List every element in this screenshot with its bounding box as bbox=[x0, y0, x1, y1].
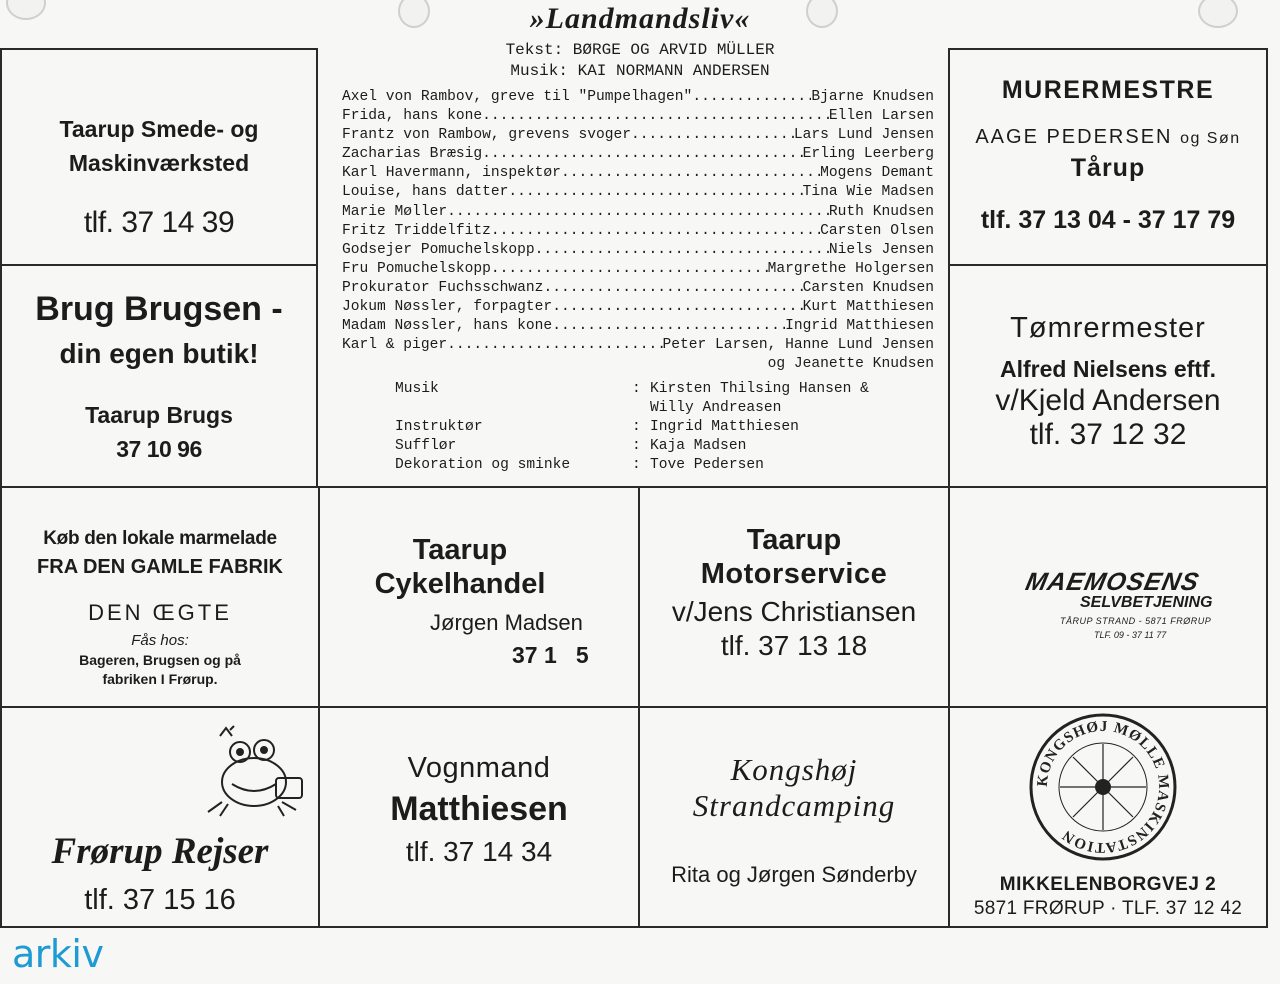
crew-value: Willy Andreasen bbox=[650, 400, 782, 417]
murer-phone: tlf. 37 13 04 - 37 17 79 bbox=[980, 206, 1236, 234]
maemosens-address: TÅRUP STRAND - 5871 FRØRUP bbox=[1060, 616, 1212, 626]
marmelade-line2: FRA DEN GAMLE FABRIK bbox=[37, 556, 283, 578]
ad-vognmand bbox=[318, 706, 640, 928]
marmelade-shops1: Bageren, Brugsen og på bbox=[79, 652, 241, 668]
cast-leader-dots bbox=[692, 88, 811, 107]
punch-hole-left bbox=[6, 0, 46, 20]
crew-label bbox=[395, 399, 632, 418]
vognmand-line2: Matthiesen bbox=[390, 790, 568, 828]
smede-phone: tlf. 37 14 39 bbox=[83, 206, 235, 239]
cykel-owner: Jørgen Madsen bbox=[430, 610, 583, 635]
motor-line1: Taarup bbox=[746, 524, 842, 556]
crew-list bbox=[395, 380, 935, 475]
motor-line2: Motorservice bbox=[700, 558, 888, 590]
marmelade-sold-at: Fås hos: bbox=[131, 632, 189, 649]
vognmand-line1: Vognmand bbox=[407, 752, 551, 784]
crew-colon: : bbox=[632, 381, 641, 397]
vognmand-phone: tlf. 37 14 34 bbox=[405, 836, 553, 867]
cast-leader-dots bbox=[552, 317, 785, 336]
ad-cykel bbox=[318, 486, 640, 708]
cast-role: Fru Pomuchelskopp bbox=[342, 260, 491, 277]
murer-line1: MURERMESTRE bbox=[1001, 76, 1215, 104]
cast-role: Axel von Rambov, greve til "Pumpelhagen" bbox=[342, 89, 693, 105]
cast-row bbox=[342, 145, 934, 164]
credits bbox=[440, 40, 840, 82]
music-credit: Musik: KAI NORMANN ANDERSEN bbox=[510, 62, 770, 80]
text-credit: Tekst: BØRGE OG ARVID MÜLLER bbox=[505, 41, 775, 59]
cast-row bbox=[342, 279, 934, 298]
cast-actor: Niels Jensen bbox=[828, 241, 934, 258]
cast-row bbox=[342, 107, 934, 126]
camping-line2: Strandcamping bbox=[692, 788, 896, 823]
crew-label: Sufflør bbox=[395, 438, 457, 455]
rejser-name: Frørup Rejser bbox=[51, 831, 269, 872]
cast-leader-dots bbox=[552, 298, 802, 317]
cast-role: Louise, hans datter bbox=[342, 184, 509, 201]
crew-value: Tove Pedersen bbox=[650, 457, 764, 474]
cast-role: Frida, hans kone bbox=[342, 108, 483, 125]
crew-colon: : bbox=[632, 419, 641, 436]
cast-continuation: og Jeanette Knudsen bbox=[767, 356, 934, 373]
crew-row bbox=[395, 399, 935, 418]
ad-motor bbox=[638, 486, 950, 708]
cast-actor: Peter Larsen, Hanne Lund Jensen bbox=[662, 337, 934, 354]
crew-value: Kirsten Thilsing Hansen & bbox=[650, 381, 869, 397]
cast-row bbox=[342, 183, 934, 202]
crew-row bbox=[395, 380, 935, 399]
ad-maemosens bbox=[948, 486, 1268, 708]
cast-role: Karl & piger bbox=[342, 337, 448, 354]
motor-owner: v/Jens Christiansen bbox=[671, 596, 917, 627]
punch-hole-right bbox=[1198, 0, 1238, 28]
crew-colon: : bbox=[632, 438, 641, 455]
cast-row bbox=[342, 260, 934, 279]
crew-label: Dekoration og sminke bbox=[395, 457, 571, 474]
cast-row bbox=[342, 241, 934, 260]
cast-role: Prokurator Fuchsschwanz bbox=[342, 279, 544, 296]
cast-role: Karl Havermann, inspektør bbox=[342, 165, 561, 182]
cast-leader-dots bbox=[631, 126, 794, 145]
cast-row bbox=[342, 336, 934, 355]
tomrer-line3: v/Kjeld Andersen bbox=[995, 384, 1221, 417]
cast-role: Fritz Triddelfitz bbox=[342, 222, 491, 239]
murer-line2 bbox=[950, 126, 1266, 149]
cast-actor: Tina Wie Madsen bbox=[802, 184, 934, 201]
crew-value: Kaja Madsen bbox=[650, 438, 747, 455]
cast-actor: Bjarne Knudsen bbox=[811, 89, 934, 105]
cast-leader-dots bbox=[482, 145, 803, 164]
arkiv-watermark: arkiv bbox=[12, 932, 104, 976]
brugsen-line2: din egen butik! bbox=[59, 338, 259, 369]
maemosens-logo: MAEMOSENS bbox=[1023, 568, 1202, 596]
brugsen-line1: Brug Brugsen - bbox=[35, 290, 283, 328]
smede-line2: Maskinværksted bbox=[68, 150, 250, 176]
crew-colon bbox=[632, 399, 650, 418]
cast-actor: Margrethe Holgersen bbox=[767, 260, 934, 277]
cast-leader-dots bbox=[447, 203, 829, 222]
murer-town: Tårup bbox=[1070, 154, 1146, 182]
frog-illustration bbox=[202, 724, 312, 818]
cast-role: Godsejer Pomuchelskopp bbox=[342, 241, 535, 258]
cast-actor: Ruth Knudsen bbox=[828, 203, 934, 220]
cykel-line2: Cykelhandel bbox=[374, 568, 546, 600]
marmelade-line1: Køb den lokale marmelade bbox=[43, 528, 277, 549]
cast-actor: Kurt Matthiesen bbox=[802, 299, 934, 316]
crew-row bbox=[395, 456, 935, 475]
crew-row bbox=[395, 437, 935, 456]
cast-actor: Ingrid Matthiesen bbox=[785, 318, 934, 335]
molle-stamp-logo bbox=[1028, 712, 1178, 862]
maemosens-phone: TLF. 09 - 37 11 77 bbox=[1094, 630, 1167, 640]
marmelade-brand: DEN ŒGTE bbox=[88, 600, 232, 625]
cast-row bbox=[342, 317, 934, 336]
maemosens-line1: SELVBETJENING bbox=[1080, 594, 1213, 611]
molle-stamp-text: KONGSHØJ MØLLE MASKINSTATION bbox=[1034, 718, 1172, 856]
cast-row bbox=[342, 203, 934, 222]
play-title: »Landmandsliv« bbox=[529, 2, 751, 35]
murer-son: og Søn bbox=[1180, 130, 1241, 147]
punch-hole-center-left bbox=[398, 0, 430, 28]
cast-leader-dots bbox=[447, 336, 662, 355]
cykel-phone: 37 1 5 bbox=[512, 642, 589, 668]
cast-row bbox=[342, 88, 934, 107]
cast-row bbox=[342, 164, 934, 183]
cast-leader-dots bbox=[543, 279, 802, 298]
camping-owners: Rita og Jørgen Sønderby bbox=[671, 862, 917, 887]
cast-leader-dots bbox=[482, 107, 829, 126]
cast-row bbox=[342, 298, 934, 317]
crew-row bbox=[395, 418, 935, 437]
ad-rejser bbox=[0, 706, 320, 928]
cast-leader-dots bbox=[491, 222, 820, 241]
cast-row bbox=[342, 222, 934, 241]
tomrer-line2: Alfred Nielsens eftf. bbox=[1000, 356, 1216, 382]
crew-label: Musik bbox=[395, 381, 439, 397]
cast-role: Zacharias Bræsig bbox=[342, 146, 483, 163]
cast-actor: Lars Lund Jensen bbox=[793, 127, 934, 144]
brugsen-phone: 37 10 96 bbox=[116, 436, 202, 462]
cast-row bbox=[342, 126, 934, 145]
ad-smede bbox=[0, 48, 318, 266]
crew-value: Ingrid Matthiesen bbox=[650, 419, 799, 436]
camping-line1: Kongshøj bbox=[730, 752, 858, 787]
smede-line1: Taarup Smede- og bbox=[59, 116, 259, 142]
cast-actor: Carsten Olsen bbox=[820, 222, 934, 239]
cast-role: Frantz von Rambow, grevens svoger bbox=[342, 127, 632, 144]
tomrer-phone: tlf. 37 12 32 bbox=[1029, 418, 1187, 451]
crew-colon: : bbox=[632, 457, 641, 474]
cast-actor: Mogens Demant bbox=[820, 165, 934, 182]
crew-label: Instruktør bbox=[395, 419, 483, 436]
cast-leader-dots bbox=[561, 164, 820, 183]
ad-murer bbox=[948, 48, 1268, 266]
ad-marmelade bbox=[0, 486, 320, 708]
cast-leader-dots bbox=[508, 183, 802, 202]
cast-actor: Carsten Knudsen bbox=[802, 279, 934, 296]
molle-address: MIKKELENBORGVEJ 2 bbox=[999, 874, 1217, 895]
cast-leader-dots bbox=[491, 260, 768, 279]
cykel-line1: Taarup bbox=[412, 534, 508, 566]
ad-camping bbox=[638, 706, 950, 928]
tomrer-line1: Tømrermester bbox=[1010, 312, 1206, 344]
cast-list bbox=[342, 88, 934, 374]
motor-phone: tlf. 37 13 18 bbox=[720, 630, 868, 661]
molle-city: 5871 FRØRUP · TLF. 37 12 42 bbox=[973, 898, 1243, 919]
ad-tomrer bbox=[948, 264, 1268, 488]
marmelade-shops2: fabriken I Frørup. bbox=[102, 671, 218, 687]
cast-leader-dots bbox=[535, 241, 829, 260]
cast-role: Marie Møller bbox=[342, 203, 448, 220]
cast-actor: Erling Leerberg bbox=[802, 146, 934, 163]
cast-role: Madam Nøssler, hans kone bbox=[342, 318, 553, 335]
brugsen-name: Taarup Brugs bbox=[85, 402, 233, 428]
cast-actor: Ellen Larsen bbox=[828, 108, 934, 125]
ad-brugsen bbox=[0, 264, 318, 488]
rejser-phone: tlf. 37 15 16 bbox=[84, 884, 236, 916]
murer-name: AAGE PEDERSEN bbox=[975, 126, 1173, 148]
cast-role: Jokum Nøssler, forpagter bbox=[342, 299, 553, 316]
